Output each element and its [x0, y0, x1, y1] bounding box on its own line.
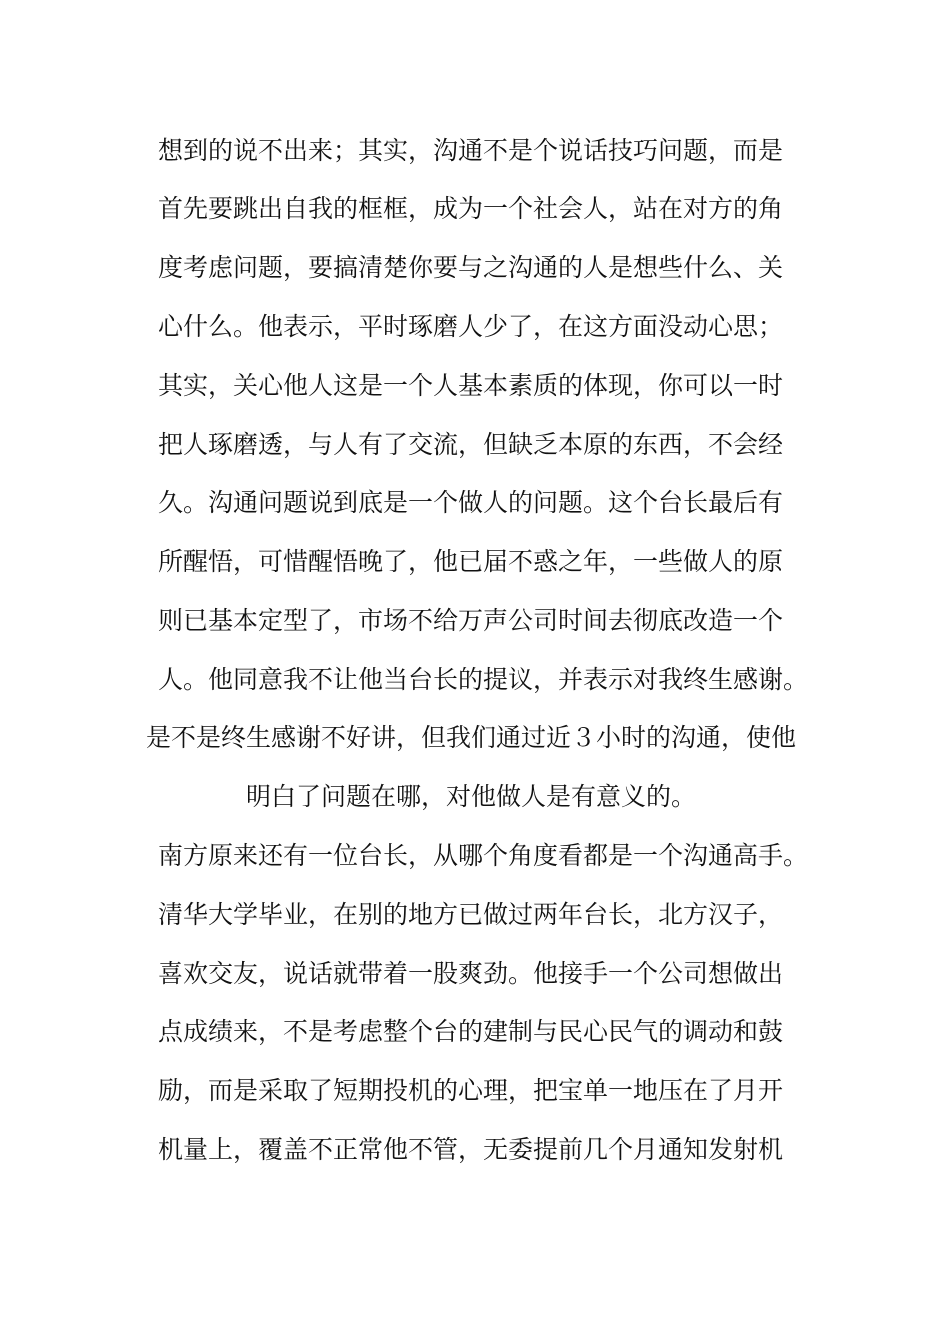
text-line-16: 点成绩来，不是考虑整个台的建制与民心民气的调动和鼓: [158, 1017, 784, 1046]
text-line-1: 想到的说不出来；其实，沟通不是个说话技巧问题，而是: [158, 136, 784, 165]
text-line-10: 人。他同意我不让他当台长的提议，并表示对我终生感谢。: [158, 665, 809, 694]
text-line-2: 首先要跳出自我的框框，成为一个社会人，站在对方的角: [158, 194, 784, 223]
text-line-7: 久。沟通问题说到底是一个做人的问题。这个台长最后有: [158, 488, 784, 517]
text-line-13: 南方原来还有一位台长，从哪个角度看都是一个沟通高手。: [158, 841, 809, 870]
text-line-12: 明白了问题在哪，对他做人是有意义的。: [246, 782, 697, 811]
text-line-8: 所醒悟，可惜醒悟晚了，他已届不惑之年，一些做人的原: [158, 547, 784, 576]
text-line-9: 则已基本定型了，市场不给万声公司时间去彻底改造一个: [158, 606, 784, 635]
text-line-5: 其实，关心他人这是一个人基本素质的体现，你可以一时: [158, 371, 784, 400]
text-line-4: 心什么。他表示，平时琢磨人少了，在这方面没动心思；: [158, 312, 784, 341]
text-line-14: 清华大学毕业，在别的地方已做过两年台长，北方汉子，: [158, 900, 784, 929]
text-line-18: 机量上，覆盖不正常他不管，无委提前几个月通知发射机: [158, 1135, 784, 1164]
text-line-15: 喜欢交友，说话就带着一股爽劲。他接手一个公司想做出: [158, 959, 784, 988]
text-line-11: 是不是终生感谢不好讲，但我们通过近３小时的沟通，使他: [146, 723, 797, 752]
text-line-6: 把人琢磨透，与人有了交流，但缺乏本原的东西，不会经: [158, 430, 784, 459]
text-line-17: 励，而是采取了短期投机的心理，把宝单一地压在了月开: [158, 1076, 784, 1105]
text-line-3: 度考虑问题，要搞清楚你要与之沟通的人是想些什么、关: [158, 253, 784, 282]
